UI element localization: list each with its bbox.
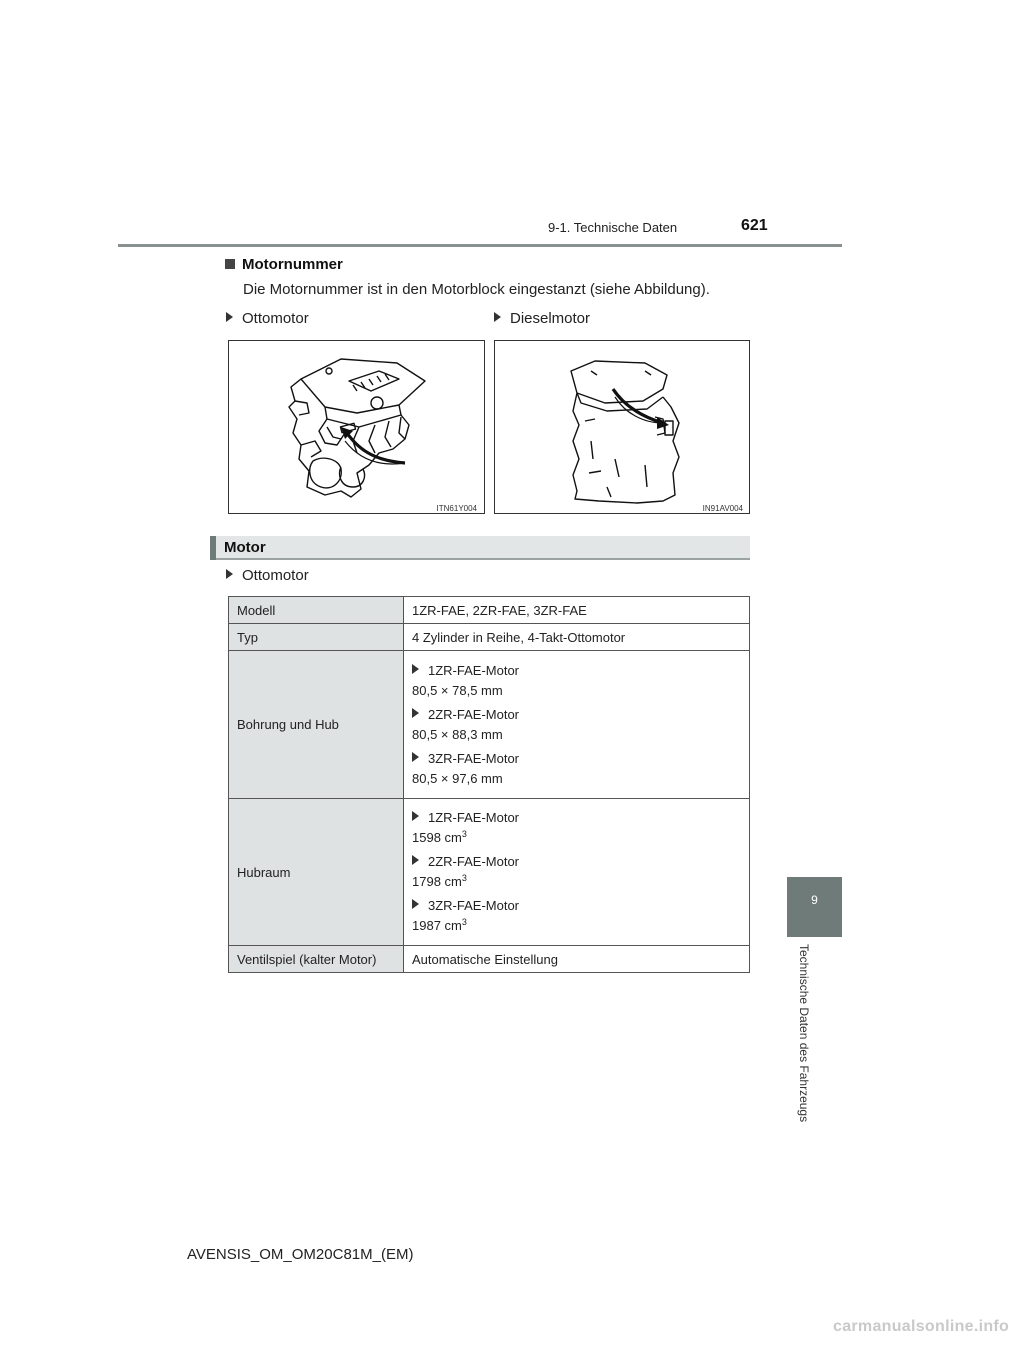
triangle-bullet-icon: [412, 752, 419, 762]
bohrung-entry-2zr: [412, 705, 741, 745]
label-hubraum: Hubraum: [229, 799, 404, 946]
hubraum-entry-3zr: [412, 896, 741, 936]
bohrung-value-3zr: 80,5 × 97,6 mm: [412, 770, 503, 786]
figure-caption-diesel-text: Dieselmotor: [510, 310, 591, 327]
table-row-hubraum: [229, 799, 750, 946]
hubraum-unit: cm: [444, 830, 462, 845]
section-bar-motor: [210, 536, 750, 560]
bohrung-entry-3zr: [412, 749, 741, 789]
value-typ: 4 Zylinder in Reihe, 4-Takt-Ottomotor: [404, 624, 750, 651]
diesel-engine-illustration: [494, 340, 750, 514]
value-modell: 1ZR-FAE, 2ZR-FAE, 3ZR-FAE: [404, 597, 750, 624]
figure-caption-diesel: [494, 310, 590, 327]
triangle-bullet-icon: [412, 708, 419, 718]
label-ventilspiel: Ventilspiel (kalter Motor): [229, 946, 404, 973]
chapter-tab: [787, 877, 842, 937]
value-bohrung: [404, 651, 750, 799]
hubraum-unit-exponent: 3: [461, 873, 467, 883]
square-bullet-icon: [225, 259, 235, 269]
chapter-tab-number: 9: [811, 893, 818, 907]
manual-code-footer: AVENSIS_OM_OM20C81M_(EM): [187, 1246, 414, 1263]
chapter-tab-label: [794, 944, 814, 1144]
table-row-modell: [229, 597, 750, 624]
diesel-engine-drawing: [495, 341, 751, 515]
figure-caption-petrol: [226, 310, 309, 327]
hubraum-unit: cm: [444, 874, 462, 889]
triangle-bullet-icon: [412, 855, 419, 865]
subheading-petrol-text: Ottomotor: [242, 567, 309, 584]
hubraum-engine-2zr: 2ZR-FAE-Motor: [428, 854, 520, 869]
chapter-tab-title: Technische Daten des Fahrzeugs: [797, 944, 811, 1123]
table-row-ventilspiel: [229, 946, 750, 973]
header-rule: [118, 244, 842, 247]
bohrung-value-2zr: 80,5 × 88,3 mm: [412, 726, 503, 742]
engine-number-description: Die Motornummer ist in den Motorblock eingestanzt (siehe Abbildung).: [243, 281, 710, 298]
triangle-bullet-icon: [412, 899, 419, 909]
table-row-typ: [229, 624, 750, 651]
petrol-engine-illustration: [228, 340, 485, 514]
engine-spec-table: [228, 596, 750, 973]
hubraum-entry-2zr: [412, 852, 741, 892]
label-typ: Typ: [229, 624, 404, 651]
bohrung-engine-3zr: 3ZR-FAE-Motor: [428, 750, 520, 766]
bohrung-engine-2zr: 2ZR-FAE-Motor: [428, 706, 520, 722]
hubraum-engine-3zr: 3ZR-FAE-Motor: [428, 898, 520, 913]
triangle-bullet-icon: [412, 664, 419, 674]
triangle-bullet-icon: [412, 811, 419, 821]
label-bohrung: Bohrung und Hub: [229, 651, 404, 799]
figure-code-petrol: ITN61Y004: [436, 504, 477, 513]
section-title-motor: Motor: [224, 539, 266, 556]
label-modell: Modell: [229, 597, 404, 624]
subheading-petrol: [226, 567, 309, 584]
engine-number-heading: Motornummer: [242, 256, 343, 273]
bohrung-value-1zr: 80,5 × 78,5 mm: [412, 682, 503, 698]
hubraum-unit-exponent: 3: [461, 829, 467, 839]
section-bar-accent: [210, 536, 216, 560]
hubraum-entry-1zr: [412, 808, 741, 848]
table-row-bohrung: [229, 651, 750, 799]
site-watermark: carmanualsonline.info: [833, 1318, 1009, 1335]
triangle-bullet-icon: [494, 312, 501, 322]
hubraum-value-1zr: 1598: [412, 830, 441, 845]
hubraum-unit: cm: [444, 918, 462, 933]
triangle-bullet-icon: [226, 312, 233, 322]
running-header-section: 9-1. Technische Daten: [548, 220, 678, 235]
hubraum-unit-exponent: 3: [461, 917, 467, 927]
figure-code-diesel: IN91AV004: [702, 504, 743, 513]
petrol-engine-drawing: [229, 341, 486, 515]
hubraum-value-2zr: 1798: [412, 874, 441, 889]
bohrung-entry-1zr: [412, 661, 741, 701]
value-ventilspiel: Automatische Einstellung: [404, 946, 750, 973]
figure-caption-petrol-text: Ottomotor: [242, 310, 309, 327]
page-number: 621: [741, 217, 768, 234]
hubraum-value-3zr: 1987: [412, 918, 441, 933]
hubraum-engine-1zr: 1ZR-FAE-Motor: [428, 810, 520, 825]
value-hubraum: [404, 799, 750, 946]
triangle-bullet-icon: [226, 569, 233, 579]
bohrung-engine-1zr: 1ZR-FAE-Motor: [428, 662, 520, 678]
